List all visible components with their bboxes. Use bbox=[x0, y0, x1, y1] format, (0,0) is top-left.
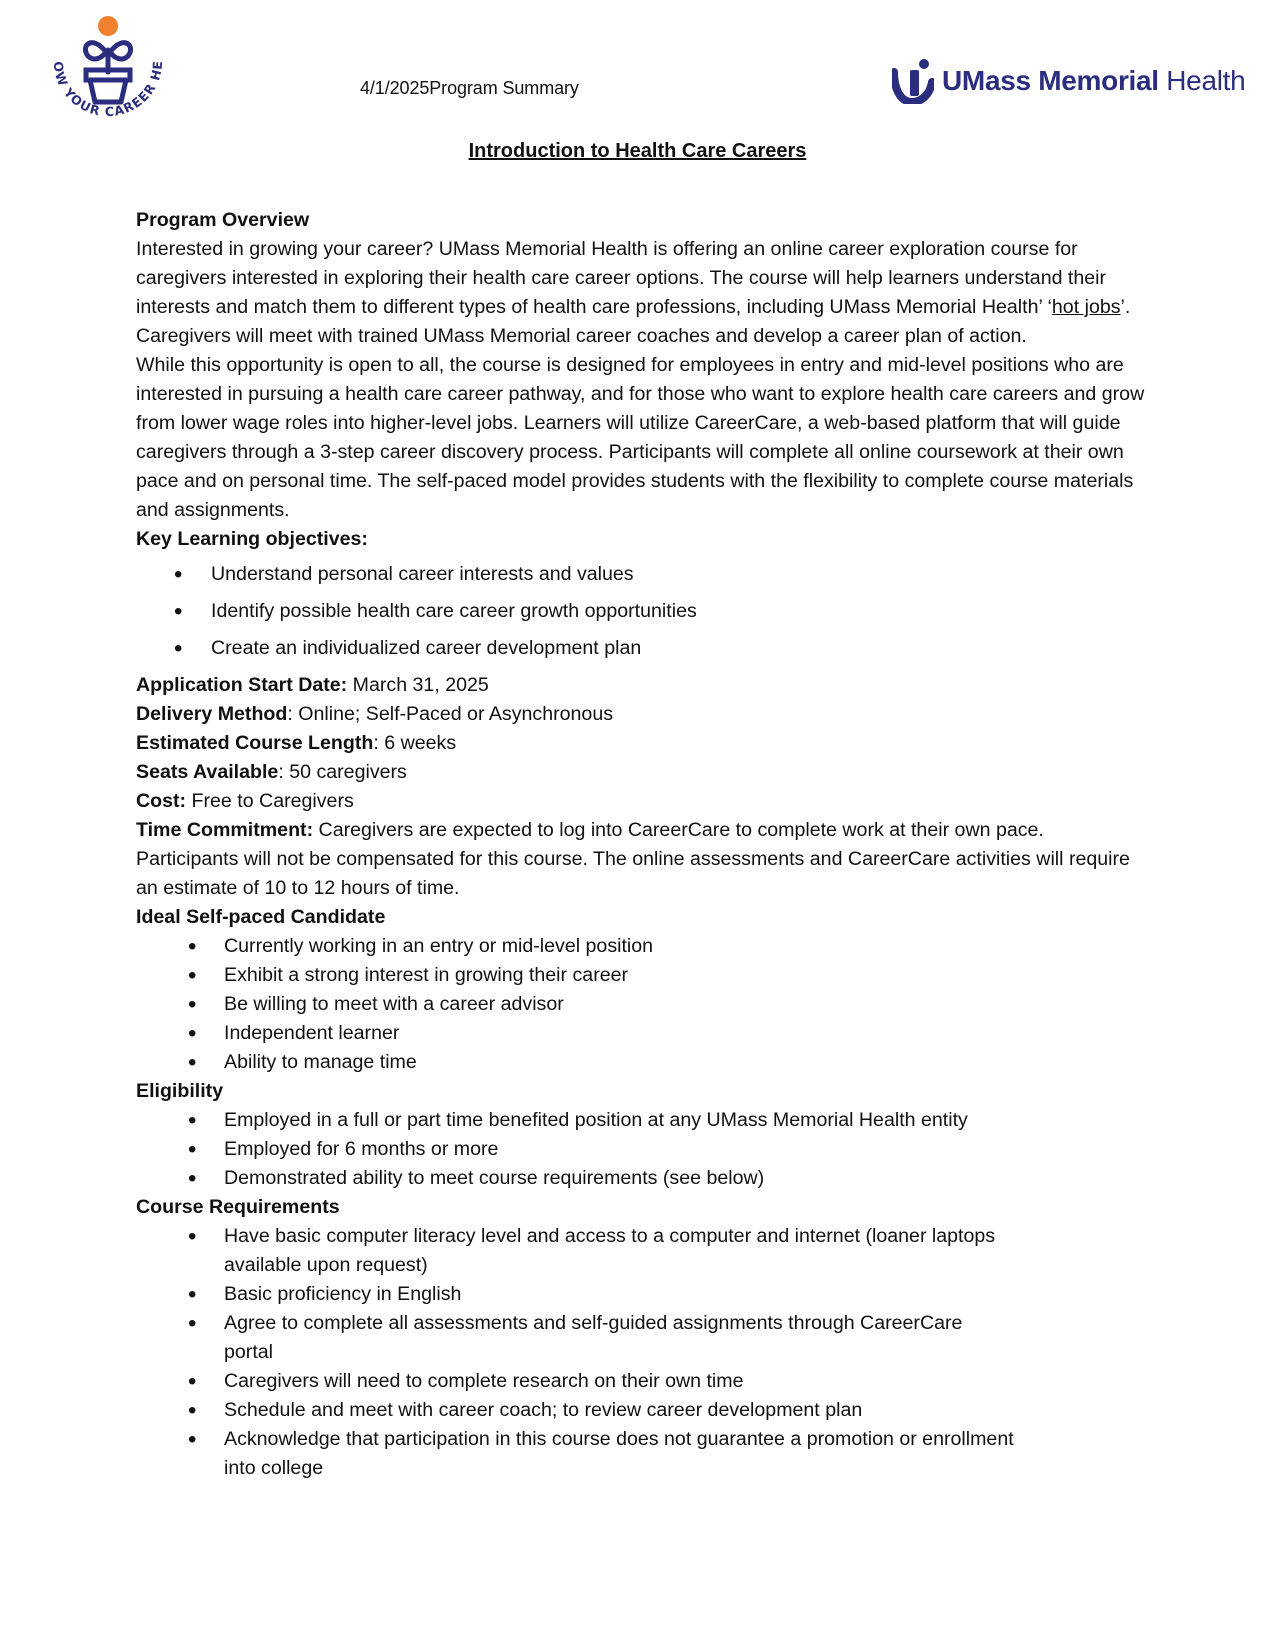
requirements-list bbox=[136, 1222, 1016, 1483]
svg-text:GROW YOUR CAREER HERE: OW YOUR CAREER HE bbox=[50, 59, 166, 120]
list-item: • Exhibit a strong interest in growing their career bbox=[136, 961, 1146, 990]
umass-logo-mark-icon bbox=[892, 58, 934, 104]
document-body bbox=[136, 206, 1146, 1483]
overview-heading: Program Overview bbox=[136, 209, 310, 231]
overview-p1-before: Interested in growing your career? UMass Memorial Health is offering an online career exploration course for caregivers interested in exploring their health care career options. The course will help learners understand their interests and match them to different types of health care professions, including UMass Memorial Health’ ‘ bbox=[136, 238, 1107, 318]
seats-label: Seats Available bbox=[136, 761, 279, 783]
brand-bold: UMass Memorial bbox=[942, 65, 1159, 96]
list-item: • Basic proficiency in English bbox=[136, 1280, 1016, 1309]
overview-p1-after: ’. Caregivers will meet with trained UMass Memorial career coaches and develop a career plan of action. bbox=[136, 296, 1131, 347]
requirements-heading: Course Requirements bbox=[136, 1196, 340, 1218]
list-item: • Identify possible health care career growth opportunities bbox=[136, 597, 1146, 626]
brand-light: Health bbox=[1166, 65, 1246, 96]
umass-memorial-health-logo bbox=[892, 58, 1245, 104]
list-item: • Employed for 6 months or more bbox=[136, 1135, 1146, 1164]
brand-name bbox=[942, 65, 1245, 97]
list-item: • Have basic computer literacy level and access to a computer and internet (loaner laptops available upon request) bbox=[136, 1222, 1016, 1280]
delivery-method bbox=[136, 700, 1146, 729]
seats-value: : 50 caregivers bbox=[278, 761, 407, 783]
seats-available bbox=[136, 758, 1146, 787]
list-item: • Agree to complete all assessments and self-guided assignments through CareerCare portal bbox=[136, 1309, 1016, 1367]
header-date-summary: 4/1/2025Program Summary bbox=[360, 78, 579, 98]
start-date-value: March 31, 2025 bbox=[347, 674, 489, 696]
list-item: • Understand personal career interests and values bbox=[136, 560, 1146, 589]
cost-label: Cost: bbox=[136, 790, 187, 812]
time-label: Time Commitment: bbox=[136, 819, 314, 841]
list-item: • Schedule and meet with career coach; to review career development plan bbox=[136, 1396, 1016, 1425]
list-item: • Create an individualized career development plan bbox=[136, 634, 1146, 663]
eligibility-list bbox=[136, 1106, 1146, 1193]
hot-jobs-link[interactable]: hot jobs bbox=[1051, 296, 1121, 318]
application-start-date bbox=[136, 671, 1146, 700]
time-value: Caregivers are expected to log into CareerCare to complete work at their own pace. Participants will not be compensated for this course. The online assessments and CareerCare activities will require an estimate of 10 to 12 hours of time. bbox=[136, 819, 1130, 899]
list-item: • Ability to manage time bbox=[136, 1048, 1146, 1077]
list-item: • Be willing to meet with a career advisor bbox=[136, 990, 1146, 1019]
grow-your-career-logo bbox=[40, 14, 176, 138]
list-item: • Demonstrated ability to meet course requirements (see below) bbox=[136, 1164, 1146, 1193]
candidate-list bbox=[136, 932, 1146, 1077]
delivery-label: Delivery Method bbox=[136, 703, 288, 725]
plant-pot-icon bbox=[40, 14, 176, 138]
list-item: • Currently working in an entry or mid-level position bbox=[136, 932, 1146, 961]
page-title: Introduction to Health Care Careers bbox=[468, 140, 807, 162]
list-item: • Acknowledge that participation in this course does not guarantee a promotion or enrollment into college bbox=[136, 1425, 1016, 1483]
time-commitment bbox=[136, 816, 1146, 903]
overview-paragraph-2: While this opportunity is open to all, the course is designed for employees in entry and mid-level positions who are interested in pursuing a health care career pathway, and for those who want to explore health care careers and grow from lower wage roles into higher-level jobs. Learners will utilize CareerCare, a web-based platform that will guide caregivers through a 3-step career discovery process. Participants will complete all online coursework at their own pace and on personal time. The self-paced model provides students with the flexibility to complete course materials and assignments. bbox=[136, 354, 1145, 521]
delivery-value: : Online; Self-Paced or Asynchronous bbox=[287, 703, 614, 725]
list-item: • Employed in a full or part time benefited position at any UMass Memorial Health entity bbox=[136, 1106, 1146, 1135]
start-date-label: Application Start Date: bbox=[136, 674, 348, 696]
objectives-list bbox=[136, 560, 1146, 663]
cost bbox=[136, 787, 1146, 816]
eligibility-heading: Eligibility bbox=[136, 1080, 224, 1102]
candidate-heading: Ideal Self-paced Candidate bbox=[136, 906, 386, 928]
list-item: • Independent learner bbox=[136, 1019, 1146, 1048]
length-value: : 6 weeks bbox=[373, 732, 457, 754]
objectives-heading: Key Learning objectives: bbox=[136, 528, 368, 550]
cost-value: Free to Caregivers bbox=[186, 790, 354, 812]
list-item: • Caregivers will need to complete research on their own time bbox=[136, 1367, 1016, 1396]
overview-paragraph-1 bbox=[136, 235, 1146, 351]
course-length bbox=[136, 729, 1146, 758]
length-label: Estimated Course Length bbox=[136, 732, 374, 754]
